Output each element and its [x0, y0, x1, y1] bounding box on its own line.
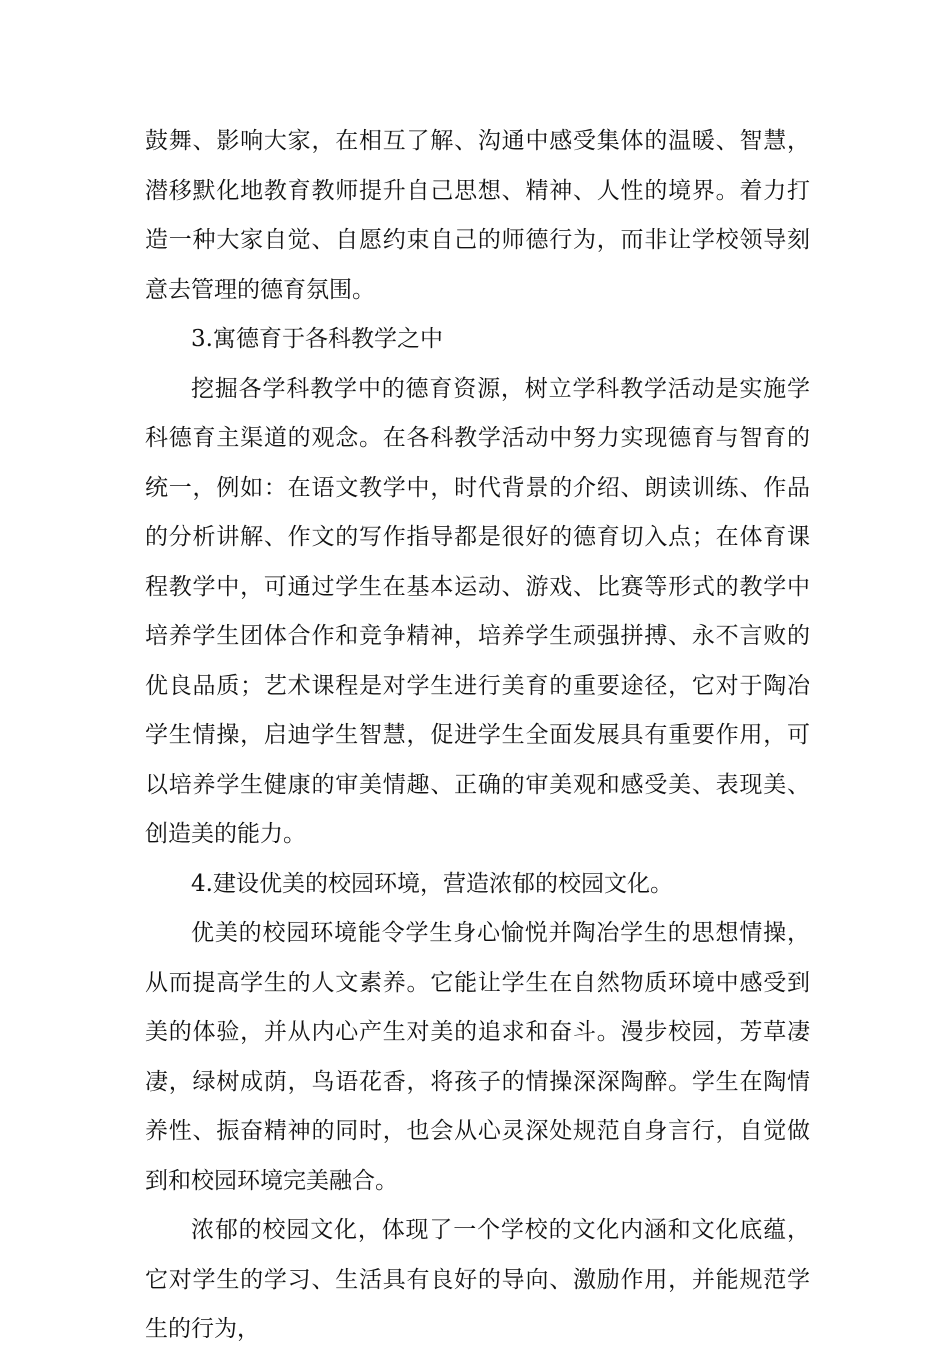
paragraph-campus-environment: 优美的校园环境能令学生身心愉悦并陶冶学生的思想情操，从而提高学生的人文素养。它能让学生在自然物质环境中感受到美的体验，并从内心产生对美的追求和奋斗。漫步校园，芳草凄凄，绿树成荫，鸟语花香，将孩子的情操深深陶醉。学生在陶情养性、振奋精神的同时，也会从心灵深处规范自身言行，自觉做到和校园环境完美融合。 [145, 920, 810, 1194]
paragraph-subject-teaching: 挖掘各学科教学中的德育资源，树立学科教学活动是实施学科德育主渠道的观念。在各科教学活动中努力实现德育与智育的统一，例如：在语文教学中，时代背景的介绍、朗读训练、作品的分析讲解、作文的写作指导都是很好的德育切入点；在体育课程教学中，可通过学生在基本运动、游戏、比赛等形式的教学中培养学生团体合作和竞争精神，培养学生顽强拼搏、永不言败的优良品质；艺术课程是对学生进行美育的重要途径，它对于陶冶学生情操，启迪学生智慧，促进学生全面发展具有重要作用，可以培养学生健康的审美情趣、正确的审美观和感受美、表现美、创造美的能力。 [145, 375, 810, 847]
paragraph-continuation: 鼓舞、影响大家，在相互了解、沟通中感受集体的温暖、智慧，潜移默化地教育教师提升自己思想、精神、人性的境界。着力打造一种大家自觉、自愿约束自己的师德行为，而非让学校领导刻意去管理的德育氛围。 [145, 128, 810, 303]
section-heading-4: 4.建设优美的校园环境，营造浓郁的校园文化。 [191, 870, 673, 897]
section-heading-3: 3.寓德育于各科教学之中 [191, 326, 443, 352]
paragraph-campus-culture: 浓郁的校园文化，体现了一个学校的文化内涵和文化底蕴，它对学生的学习、生活具有良好的导向、激励作用，并能规范学生的行为， [145, 1217, 810, 1342]
document-body [145, 117, 810, 1355]
